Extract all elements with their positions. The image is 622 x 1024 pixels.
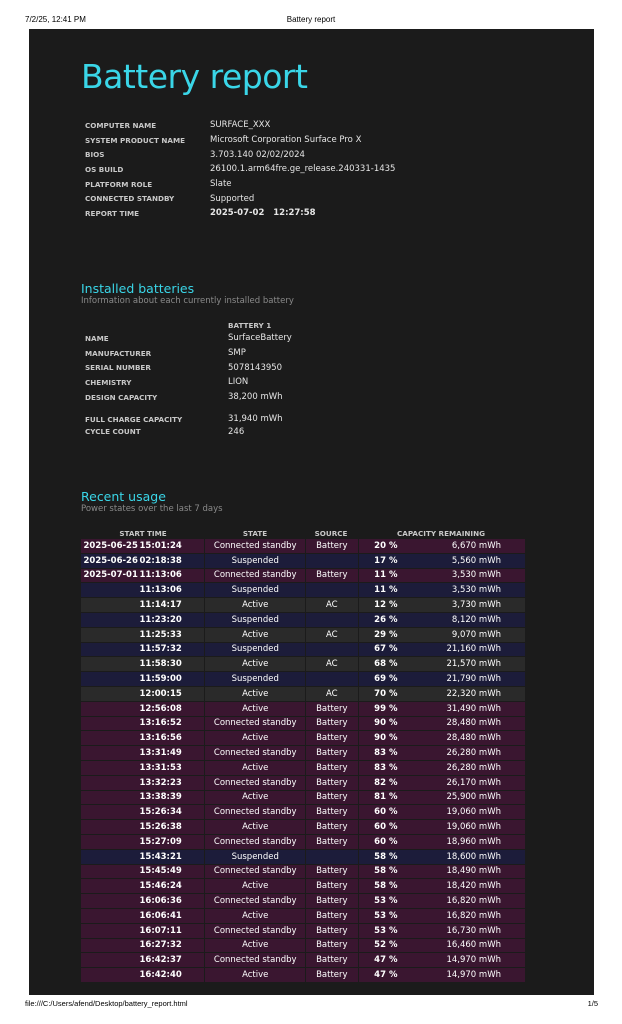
usage-capacity-mwh: 19,060 mWh (446, 822, 501, 833)
usage-state: Connected standby (204, 924, 304, 938)
usage-source: Battery (305, 539, 358, 553)
usage-date: 2025-07-01 (83, 570, 138, 581)
usage-capacity-percent: 60 % (358, 820, 411, 834)
print-file-path: file:///C:/Users/afend/Desktop/battery_report.html (25, 999, 188, 1008)
battery-info-row (85, 375, 292, 390)
usage-capacity-percent: 68 % (358, 657, 411, 671)
usage-state: Active (204, 657, 304, 671)
usage-start-time (81, 805, 204, 819)
usage-capacity-mwh: 22,320 mWh (446, 688, 501, 699)
usage-start-time (81, 791, 204, 805)
usage-start-time (81, 835, 204, 849)
usage-time: 15:43:21 (139, 851, 182, 862)
usage-source: Battery (305, 717, 358, 731)
usage-capacity-percent: 53 % (358, 924, 411, 938)
usage-source: AC (305, 687, 358, 701)
usage-row (81, 924, 525, 939)
usage-date: 2025-06-26 (83, 555, 138, 566)
usage-time: 16:27:32 (139, 940, 182, 951)
usage-source (305, 850, 358, 864)
usage-capacity-mwh: 18,600 mWh (446, 851, 501, 862)
usage-state: Suspended (204, 613, 304, 627)
battery-info-label: FULL CHARGE CAPACITY (85, 415, 183, 425)
usage-row (81, 791, 525, 806)
usage-state: Suspended (204, 583, 304, 597)
usage-row (81, 820, 525, 835)
battery-info-value: 38,200 mWh (228, 392, 283, 403)
usage-time: 15:46:24 (139, 881, 182, 892)
usage-start-time (81, 583, 204, 597)
usage-state: Active (204, 628, 304, 642)
battery-info-value: SMP (228, 348, 246, 359)
usage-capacity-mwh: 18,960 mWh (446, 836, 501, 847)
recent-usage-subtitle: Power states over the last 7 days (81, 504, 223, 514)
usage-source: Battery (305, 761, 358, 775)
usage-start-time (81, 569, 204, 583)
battery-info-label: CYCLE COUNT (85, 427, 141, 437)
usage-capacity-mwh: 21,790 mWh (446, 674, 501, 685)
usage-source: AC (305, 657, 358, 671)
usage-capacity-percent: 11 % (358, 583, 411, 597)
usage-row (81, 657, 525, 672)
usage-start-time (81, 850, 204, 864)
print-header (0, 15, 622, 27)
usage-time: 11:59:00 (139, 674, 182, 685)
usage-time: 13:38:39 (139, 792, 182, 803)
usage-capacity-mwh: 14,970 mWh (446, 955, 501, 966)
usage-capacity-percent: 58 % (358, 865, 411, 879)
usage-time: 15:01:24 (139, 540, 182, 551)
usage-start-time (81, 894, 204, 908)
system-info-row (85, 147, 395, 162)
usage-source (305, 643, 358, 657)
usage-state: Suspended (204, 554, 304, 568)
usage-capacity-mwh: 19,060 mWh (446, 807, 501, 818)
usage-start-time (81, 968, 204, 982)
usage-row (81, 583, 525, 598)
usage-row (81, 539, 525, 554)
usage-capacity-percent: 70 % (358, 687, 411, 701)
usage-capacity-percent: 47 % (358, 968, 411, 982)
usage-row (81, 613, 525, 628)
usage-capacity-percent: 29 % (358, 628, 411, 642)
recent-usage-table (81, 527, 525, 983)
usage-time: 11:14:17 (139, 600, 182, 611)
usage-capacity-percent: 53 % (358, 894, 411, 908)
system-info-row (85, 162, 395, 177)
usage-source: Battery (305, 835, 358, 849)
header-source: SOURCE (314, 528, 348, 538)
usage-state: Connected standby (204, 746, 304, 760)
system-info-row (85, 118, 395, 133)
usage-capacity-mwh: 18,490 mWh (446, 866, 501, 877)
print-footer (0, 999, 622, 1011)
usage-source (305, 554, 358, 568)
system-info-label: BIOS (85, 150, 105, 160)
usage-time: 11:57:32 (139, 644, 182, 655)
usage-capacity-mwh: 14,970 mWh (446, 970, 501, 980)
battery-info-row (85, 346, 292, 361)
usage-start-time (81, 731, 204, 745)
usage-source: Battery (305, 953, 358, 967)
usage-date: 2025-06-25 (83, 540, 138, 551)
system-info-value: 3.703.140 02/02/2024 (210, 149, 305, 160)
usage-start-time (81, 672, 204, 686)
usage-start-time (81, 746, 204, 760)
usage-state: Active (204, 939, 304, 953)
header-start-time: START TIME (119, 528, 167, 538)
usage-time: 16:42:37 (139, 955, 182, 966)
system-info-value: 2025-07-02 12:27:58 (210, 208, 316, 219)
usage-source: Battery (305, 909, 358, 923)
usage-start-time (81, 613, 204, 627)
usage-state: Connected standby (204, 865, 304, 879)
usage-capacity-percent: 17 % (358, 554, 411, 568)
usage-capacity-mwh: 16,820 mWh (446, 910, 501, 921)
recent-usage-title: Recent usage (81, 489, 166, 504)
usage-state: Suspended (204, 850, 304, 864)
installed-batteries-subtitle: Information about each currently installed battery (81, 296, 294, 306)
usage-state: Connected standby (204, 835, 304, 849)
usage-capacity-percent: 12 % (358, 598, 411, 612)
usage-row (81, 894, 525, 909)
battery-info-label: SERIAL NUMBER (85, 363, 151, 373)
battery-info-value: LION (228, 377, 249, 388)
usage-row (81, 717, 525, 732)
print-page-number: 1/5 (587, 999, 598, 1008)
usage-row (81, 687, 525, 702)
usage-time: 11:13:06 (139, 570, 182, 581)
usage-time: 16:07:11 (139, 925, 182, 936)
usage-state: Connected standby (204, 805, 304, 819)
usage-capacity-mwh: 9,070 mWh (451, 629, 501, 640)
usage-row (81, 554, 525, 569)
page-title: Battery report (81, 57, 308, 96)
usage-state: Suspended (204, 643, 304, 657)
usage-source: Battery (305, 894, 358, 908)
battery-info-label: MANUFACTURER (85, 348, 152, 358)
usage-row (81, 598, 525, 613)
usage-state: Active (204, 909, 304, 923)
usage-time: 16:06:41 (139, 910, 182, 921)
battery-info-value: 5078143950 (228, 362, 283, 373)
usage-time: 13:32:23 (139, 777, 182, 788)
usage-capacity-mwh: 16,460 mWh (446, 940, 501, 951)
usage-start-time (81, 865, 204, 879)
installed-batteries-title: Installed batteries (81, 281, 195, 296)
battery-info-label: DESIGN CAPACITY (85, 392, 158, 402)
system-info-label: OS BUILD (85, 164, 124, 174)
system-info-table (85, 118, 395, 221)
battery-info-value: 31,940 mWh (228, 414, 283, 425)
usage-row (81, 761, 525, 776)
usage-capacity-mwh: 28,480 mWh (446, 718, 501, 729)
battery-info-row (85, 360, 292, 375)
usage-source: Battery (305, 731, 358, 745)
usage-source: Battery (305, 879, 358, 893)
system-info-row (85, 206, 395, 221)
usage-start-time (81, 554, 204, 568)
system-info-row (85, 191, 395, 206)
usage-capacity-percent: 58 % (358, 850, 411, 864)
system-info-row (85, 133, 395, 148)
usage-source: Battery (305, 939, 358, 953)
usage-start-time (81, 776, 204, 790)
battery-info-row (85, 404, 292, 424)
header-capacity-remaining: CAPACITY REMAINING (396, 528, 485, 538)
usage-row (81, 643, 525, 658)
usage-source: Battery (305, 865, 358, 879)
usage-source: Battery (305, 776, 358, 790)
usage-start-time (81, 717, 204, 731)
usage-source: Battery (305, 791, 358, 805)
usage-capacity-percent: 83 % (358, 746, 411, 760)
usage-start-time (81, 657, 204, 671)
usage-start-time (81, 939, 204, 953)
battery-info-value: SurfaceBattery (228, 333, 292, 344)
usage-capacity-mwh: 26,280 mWh (446, 748, 501, 759)
usage-capacity-mwh: 26,170 mWh (446, 777, 501, 788)
usage-time: 15:45:49 (139, 866, 182, 877)
usage-source: AC (305, 628, 358, 642)
usage-state: Connected standby (204, 717, 304, 731)
usage-capacity-percent: 53 % (358, 909, 411, 923)
usage-time: 16:06:36 (139, 896, 182, 907)
print-datetime: 7/2/25, 12:41 PM (25, 15, 86, 24)
installed-battery-table (85, 331, 292, 439)
system-info-label: PLATFORM ROLE (85, 179, 153, 189)
usage-start-time (81, 953, 204, 967)
system-info-row (85, 177, 395, 192)
usage-start-time (81, 643, 204, 657)
usage-time: 15:26:38 (139, 822, 182, 833)
usage-row (81, 879, 525, 894)
system-info-value: Slate (210, 179, 232, 190)
usage-time: 15:27:09 (139, 836, 182, 847)
usage-row (81, 939, 525, 954)
usage-source: Battery (305, 924, 358, 938)
usage-capacity-percent: 11 % (358, 569, 411, 583)
usage-time: 16:42:40 (139, 970, 182, 980)
usage-capacity-mwh: 21,570 mWh (446, 659, 501, 670)
usage-capacity-mwh: 5,560 mWh (451, 555, 501, 566)
usage-capacity-mwh: 28,480 mWh (446, 733, 501, 744)
usage-capacity-percent: 67 % (358, 643, 411, 657)
usage-state: Active (204, 761, 304, 775)
usage-state: Active (204, 731, 304, 745)
usage-capacity-percent: 58 % (358, 879, 411, 893)
usage-start-time (81, 761, 204, 775)
battery-info-row (85, 390, 292, 405)
recent-usage-header (81, 527, 525, 539)
battery-info-row (85, 424, 292, 439)
usage-state: Connected standby (204, 569, 304, 583)
usage-capacity-mwh: 6,670 mWh (451, 540, 501, 551)
usage-time: 13:31:49 (139, 748, 182, 759)
usage-row (81, 702, 525, 717)
usage-time: 11:23:20 (139, 614, 182, 625)
usage-state: Active (204, 879, 304, 893)
print-doc-title: Battery report (286, 15, 336, 24)
system-info-label: REPORT TIME (85, 208, 140, 218)
battery-column-header: BATTERY 1 (228, 321, 272, 330)
usage-source: Battery (305, 805, 358, 819)
usage-source: Battery (305, 746, 358, 760)
usage-state: Connected standby (204, 539, 304, 553)
usage-time: 13:16:52 (139, 718, 182, 729)
usage-state: Connected standby (204, 894, 304, 908)
usage-start-time (81, 702, 204, 716)
usage-capacity-percent: 81 % (358, 791, 411, 805)
usage-source (305, 613, 358, 627)
usage-start-time (81, 820, 204, 834)
usage-row (81, 953, 525, 968)
usage-capacity-mwh: 25,900 mWh (446, 792, 501, 803)
usage-state: Active (204, 598, 304, 612)
system-info-label: COMPUTER NAME (85, 120, 157, 130)
usage-source: Battery (305, 968, 358, 982)
usage-row (81, 835, 525, 850)
usage-start-time (81, 687, 204, 701)
usage-capacity-percent: 60 % (358, 835, 411, 849)
usage-start-time (81, 598, 204, 612)
usage-capacity-percent: 20 % (358, 539, 411, 553)
usage-capacity-mwh: 16,730 mWh (446, 925, 501, 936)
usage-state: Active (204, 968, 304, 982)
system-info-value: SURFACE_XXX (210, 120, 271, 131)
usage-row (81, 569, 525, 584)
usage-capacity-percent: 90 % (358, 717, 411, 731)
usage-capacity-mwh: 8,120 mWh (451, 614, 501, 625)
usage-capacity-percent: 52 % (358, 939, 411, 953)
system-info-value: Supported (210, 193, 255, 204)
usage-state: Active (204, 702, 304, 716)
usage-state: Active (204, 820, 304, 834)
usage-time: 11:13:06 (139, 585, 182, 596)
usage-time: 12:00:15 (139, 688, 182, 699)
usage-source (305, 583, 358, 597)
battery-info-row (85, 331, 292, 346)
system-info-value: 26100.1.arm64fre.ge_release.240331-1435 (210, 164, 396, 175)
usage-state: Active (204, 791, 304, 805)
usage-capacity-mwh: 3,730 mWh (451, 600, 501, 611)
system-info-value: Microsoft Corporation Surface Pro X (210, 135, 362, 146)
usage-state: Active (204, 687, 304, 701)
usage-source: Battery (305, 820, 358, 834)
usage-row (81, 731, 525, 746)
usage-state: Connected standby (204, 776, 304, 790)
usage-time: 02:18:38 (139, 555, 182, 566)
usage-time: 11:58:30 (139, 659, 182, 670)
usage-capacity-mwh: 3,530 mWh (451, 570, 501, 581)
usage-capacity-percent: 69 % (358, 672, 411, 686)
usage-row (81, 850, 525, 865)
usage-capacity-percent: 47 % (358, 953, 411, 967)
usage-time: 11:25:33 (139, 629, 182, 640)
usage-capacity-percent: 99 % (358, 702, 411, 716)
usage-capacity-mwh: 21,160 mWh (446, 644, 501, 655)
usage-state: Suspended (204, 672, 304, 686)
usage-row (81, 865, 525, 880)
usage-row (81, 909, 525, 924)
usage-row (81, 805, 525, 820)
system-info-label: SYSTEM PRODUCT NAME (85, 135, 186, 145)
usage-start-time (81, 879, 204, 893)
usage-start-time (81, 909, 204, 923)
battery-info-label: CHEMISTRY (85, 377, 132, 387)
usage-capacity-mwh: 18,420 mWh (446, 881, 501, 892)
usage-time: 13:16:56 (139, 733, 182, 744)
usage-time: 12:56:08 (139, 703, 182, 714)
header-state: STATE (242, 528, 268, 538)
usage-row (81, 968, 525, 983)
report-page (29, 29, 594, 995)
system-info-label: CONNECTED STANDBY (85, 194, 175, 204)
battery-info-value: 246 (228, 426, 245, 437)
usage-source: Battery (305, 702, 358, 716)
usage-row (81, 746, 525, 761)
usage-time: 13:31:53 (139, 762, 182, 773)
usage-capacity-mwh: 3,530 mWh (451, 585, 501, 596)
usage-capacity-percent: 90 % (358, 731, 411, 745)
usage-start-time (81, 628, 204, 642)
usage-start-time (81, 539, 204, 553)
usage-capacity-mwh: 26,280 mWh (446, 762, 501, 773)
usage-capacity-percent: 82 % (358, 776, 411, 790)
usage-capacity-percent: 26 % (358, 613, 411, 627)
usage-source: AC (305, 598, 358, 612)
usage-capacity-percent: 60 % (358, 805, 411, 819)
usage-row (81, 672, 525, 687)
usage-source (305, 672, 358, 686)
battery-info-label: NAME (85, 333, 109, 343)
usage-capacity-mwh: 31,490 mWh (446, 703, 501, 714)
usage-start-time (81, 924, 204, 938)
usage-source: Battery (305, 569, 358, 583)
usage-time: 15:26:34 (139, 807, 182, 818)
usage-state: Connected standby (204, 953, 304, 967)
usage-capacity-mwh: 16,820 mWh (446, 896, 501, 907)
usage-row (81, 628, 525, 643)
usage-capacity-percent: 83 % (358, 761, 411, 775)
usage-row (81, 776, 525, 791)
